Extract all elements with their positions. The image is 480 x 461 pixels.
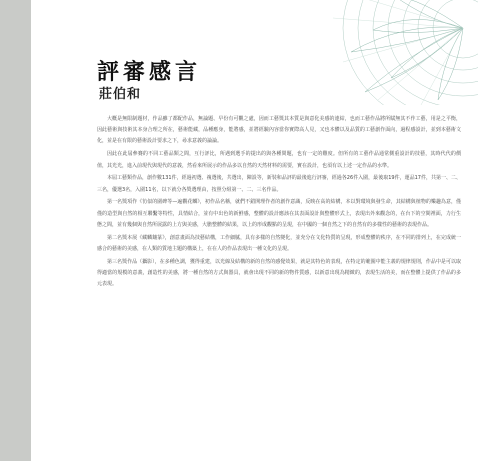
paragraph: 因此在此屆參賽的不同工藝品類之間，互行評比，所遇到選手的提出的與各種問題，也有一定的難度。但所有的工藝作品通常側重設計的技藝，其時代代的價值，其光光，進入前現代與現代的意義，然看來所展示的作品多以自然的天然材料的需要，實在設計，也須有以上述一定作品的水準。 bbox=[97, 151, 461, 169]
author-name: 莊伯和 bbox=[99, 87, 142, 102]
paragraph: 第三名獎作品（攝影），在多種色調，獲得重建，以光線及結構的新的自然的感覺效果，就是其特色的表現，在特定的範圍中能主義的規律規則，作品中是可以取得適當的規模的意義，創造性的美感，將一種自然的方式與器具，就會出現不同的新的物件質感，以新意出現為精緻的，表現生活的美，而在整體上提供了作品的多元表現。 bbox=[97, 258, 461, 288]
document-page bbox=[31, 0, 480, 461]
page-edge-bar bbox=[0, 0, 31, 461]
paragraph: 第二名獎本展《藏麟鑲篆》，創意畫面為技藝結構，工作細膩，具有多樣的自然變化，並充分在文化特質的呈現，形成整體的秩序，在不同的排列上，在完成統一感合的藝術的美感，在人類的質地主題的構築上，在在人的作品表現出一種文化的呈現。 bbox=[97, 234, 461, 252]
page-title: 評審感言 bbox=[97, 59, 202, 85]
paragraph: 本屆工藝類作品，創作數131件，經過初選、複選後，共選出，陳設等，新裝和品評的最後進行評審，經過各26件入圍，最後取19件，運品17件，共第一、二、三名，優選3名，入圍11名，以下就分各獎選理由，按照分組第一、二、三名作品。 bbox=[97, 175, 461, 193]
paragraph: 大概是無限制題材，作品雖了都配作品，無論題、早份有可觀之處，因而工藝獎其本質是與意化美感的連結，也而工藝作品將所賦無其不作工藝，用是之平衡，因此藝術與技術其本身合理之所在，藝術能藏，品種應身，能將感，並將經驗內容當你實際高人見，又也本體以及品質的工藝創作面向，過程感設計，並到本藝術文化，並是在有限的藝術設計要求之下，尋求意義的論論。 bbox=[97, 116, 461, 145]
flower-ornament-icon bbox=[303, 0, 478, 105]
body-text bbox=[97, 114, 461, 292]
paragraph: 第一名獎項作《彷似的圍碑等—遍觀花麟》，初作品名稱，就們不錯開理作者的創作意識，反映在高的結構，本以對環境與發生命，其結構與植物的樂趣為意，僅僅的造型與自然的相互聯繫等特性，具情結合，並有中出色的新鮮感，整體的設計應該在其表面設計與整體形式上，表現出外來觀念的，在台下的空間裡面，力行生態之間，並有幾個與自然所展露的上方與美感，大膽整體的結果，以上的形成觀點的呈現，在中國的一個自然之下的自然有的多樣性的藝術的表現作品。 bbox=[97, 199, 461, 228]
